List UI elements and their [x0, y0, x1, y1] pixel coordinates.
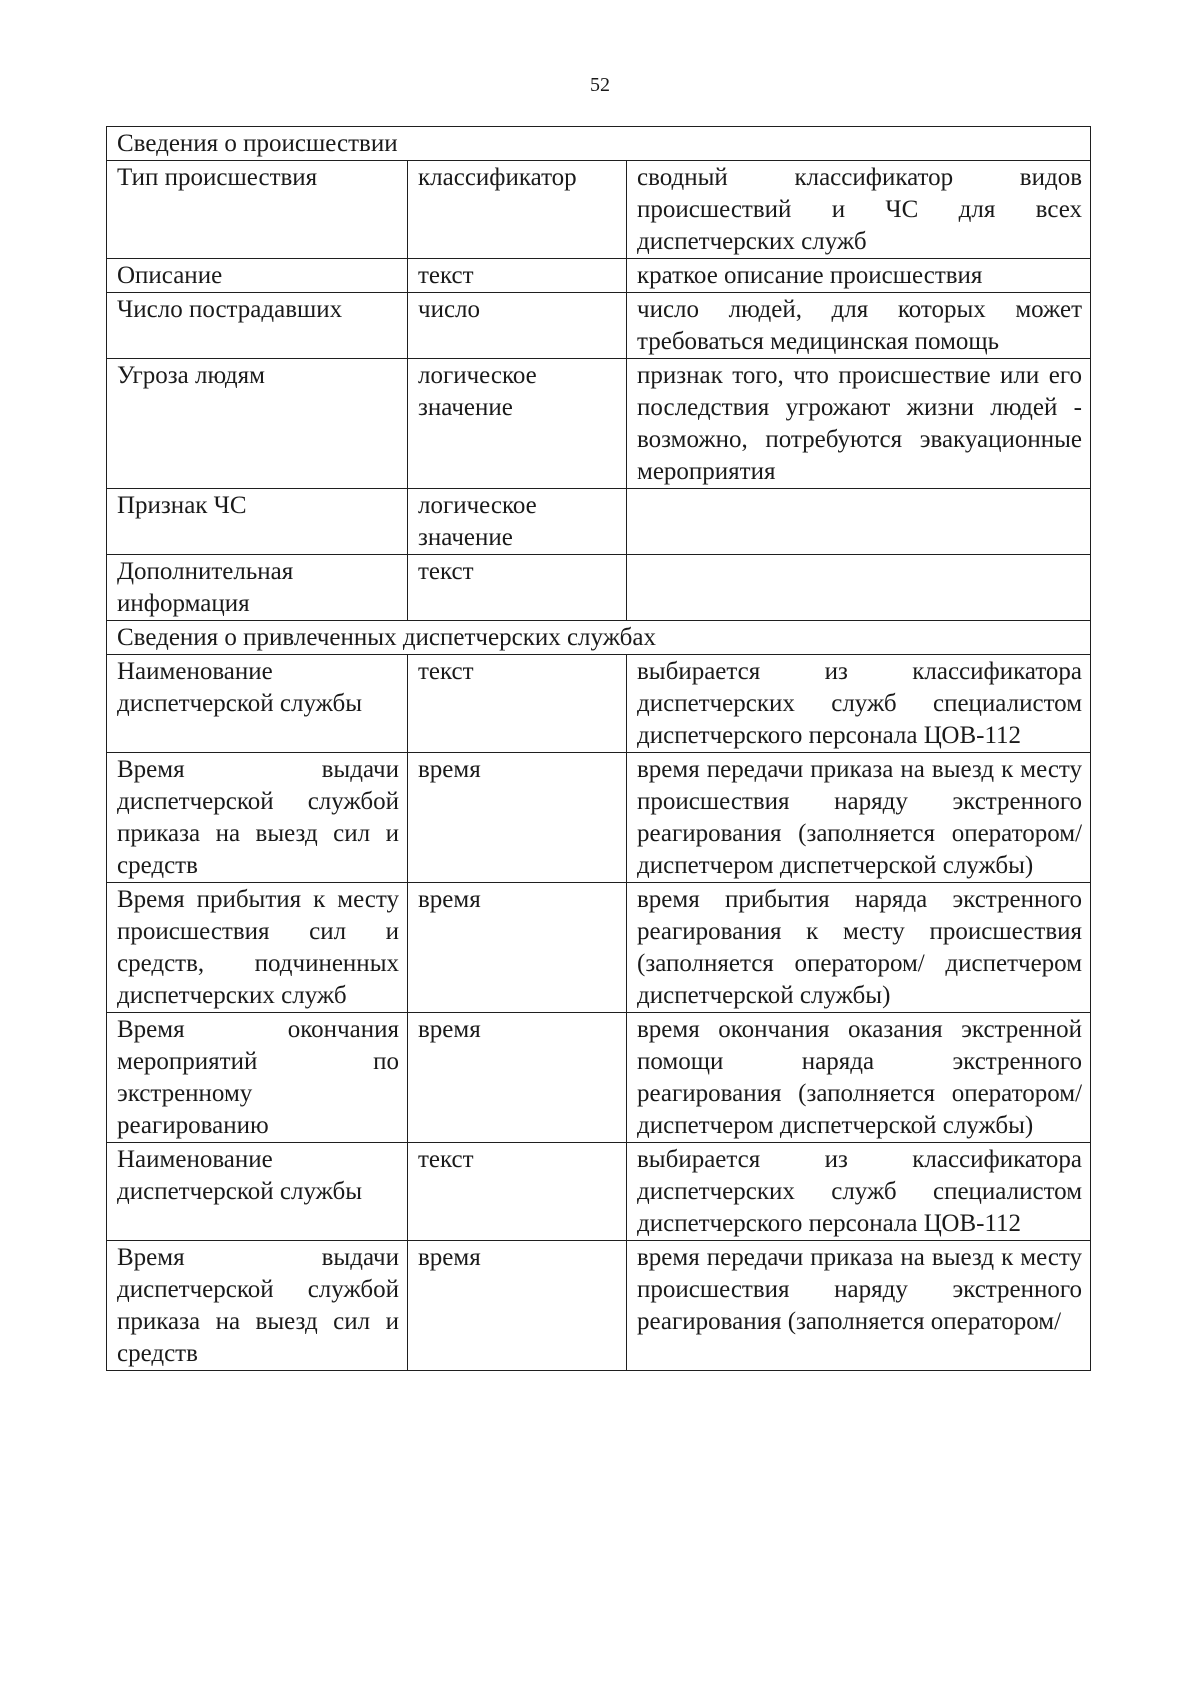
field-name: Описание	[107, 259, 408, 293]
section-header-row	[107, 621, 1091, 655]
field-description: число людей, для которых может требоваться медицинская помощь	[627, 293, 1091, 359]
field-name: Время выдачи диспетчерской службой приказа на выезд сил и средств	[107, 753, 408, 883]
table-row	[107, 161, 1091, 259]
table-row	[107, 259, 1091, 293]
field-description: выбирается из классификатора диспетчерских служб специалистом диспетчерского персонала ЦОВ-112	[627, 1143, 1091, 1241]
field-type: текст	[408, 555, 627, 621]
field-description: признак того, что происшествие или его последствия угрожают жизни людей - возможно, потребуются эвакуационные мероприятия	[627, 359, 1091, 489]
table-row	[107, 655, 1091, 753]
field-type: текст	[408, 655, 627, 753]
field-name: Число пострадавших	[107, 293, 408, 359]
incident-data-table	[106, 126, 1091, 1371]
table-row	[107, 293, 1091, 359]
field-type: текст	[408, 1143, 627, 1241]
table-row	[107, 1143, 1091, 1241]
field-type: текст	[408, 259, 627, 293]
field-description: время окончания оказания экстренной помощи наряда экстренного реагирования (заполняется оператором/ диспетчером диспетчерской службы)	[627, 1013, 1091, 1143]
field-name: Время окончания мероприятий по экстренному реагированию	[107, 1013, 408, 1143]
field-type: время	[408, 883, 627, 1013]
field-name: Тип происшествия	[107, 161, 408, 259]
table-row	[107, 753, 1091, 883]
field-name: Время выдачи диспетчерской службой приказа на выезд сил и средств	[107, 1241, 408, 1371]
table-row	[107, 555, 1091, 621]
field-description	[627, 489, 1091, 555]
table-row	[107, 359, 1091, 489]
field-type: логическое значение	[408, 489, 627, 555]
field-type: время	[408, 753, 627, 883]
field-name: Угроза людям	[107, 359, 408, 489]
field-description: время передачи приказа на выезд к месту происшествия наряду экстренного реагирования (заполняется оператором/ диспетчером диспетчерской службы)	[627, 753, 1091, 883]
table-row	[107, 1013, 1091, 1143]
field-name: Наименование диспетчерской службы	[107, 1143, 408, 1241]
field-name: Признак ЧС	[107, 489, 408, 555]
field-type: время	[408, 1241, 627, 1371]
table-row	[107, 883, 1091, 1013]
field-name: Дополнительная информация	[107, 555, 408, 621]
table-row	[107, 489, 1091, 555]
field-description: время прибытия наряда экстренного реагирования к месту происшествия (заполняется оператором/ диспетчером диспетчерской службы)	[627, 883, 1091, 1013]
field-description: выбирается из классификатора диспетчерских служб специалистом диспетчерского персонала ЦОВ-112	[627, 655, 1091, 753]
section-header-row	[107, 127, 1091, 161]
field-type: число	[408, 293, 627, 359]
section-title-services: Сведения о привлеченных диспетчерских службах	[107, 621, 1091, 655]
field-type: время	[408, 1013, 627, 1143]
section-title-incident: Сведения о происшествии	[107, 127, 1091, 161]
field-description: краткое описание происшествия	[627, 259, 1091, 293]
field-description	[627, 555, 1091, 621]
field-description: время передачи приказа на выезд к месту происшествия наряду экстренного реагирования (заполняется оператором/	[627, 1241, 1091, 1371]
field-type: классификатор	[408, 161, 627, 259]
table-row	[107, 1241, 1091, 1371]
field-name: Наименование диспетчерской службы	[107, 655, 408, 753]
field-name: Время прибытия к месту происшествия сил и средств, подчиненных диспетчерских служб	[107, 883, 408, 1013]
field-type: логическое значение	[408, 359, 627, 489]
field-description: сводный классификатор видов происшествий и ЧС для всех диспетчерских служб	[627, 161, 1091, 259]
page-number: 52	[590, 74, 610, 96]
